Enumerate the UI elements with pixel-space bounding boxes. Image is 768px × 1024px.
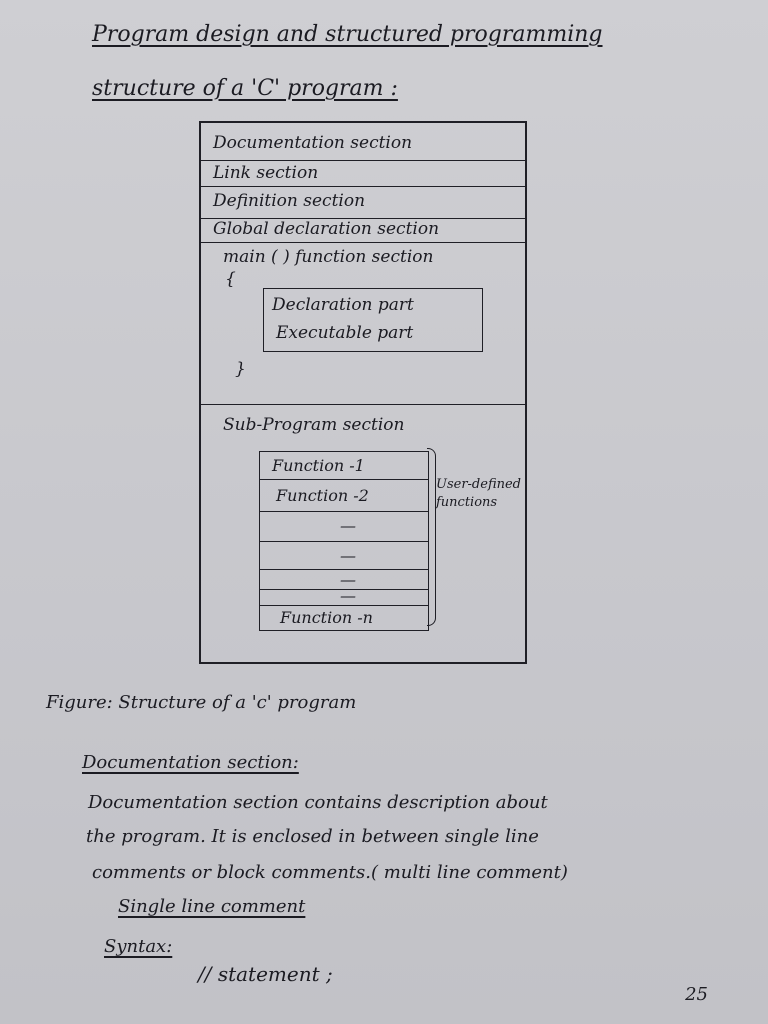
- close-brace: }: [235, 359, 246, 379]
- subprogram-label: Sub-Program section: [223, 415, 405, 435]
- function-label: Function -1: [272, 456, 365, 475]
- function-list-box: [259, 451, 429, 631]
- main-function-label: main ( ) function section: [223, 247, 434, 267]
- user-defined-brace: [427, 448, 436, 626]
- function-row: [260, 606, 428, 632]
- function-label: —: [340, 546, 356, 565]
- main-inner-box: [263, 288, 483, 352]
- doc-section-heading: Documentation section:: [82, 752, 299, 773]
- function-row: [260, 512, 428, 542]
- main-function-block: [201, 243, 525, 405]
- function-label: —: [340, 570, 356, 589]
- function-label: Function -2: [276, 486, 369, 505]
- user-defined-label: User-defined functions: [436, 477, 522, 510]
- diagram-row-label: Link section: [213, 163, 319, 183]
- function-row: [260, 542, 428, 570]
- diagram-row-label: Definition section: [213, 191, 366, 211]
- diagram-row: [201, 123, 525, 161]
- function-row: [260, 586, 428, 606]
- doc-paragraph-line: the program. It is enclosed in between single line: [86, 826, 539, 847]
- diagram-row-label: Documentation section: [213, 133, 413, 153]
- page-number: 25: [685, 984, 708, 1005]
- diagram-row-label: Global declaration section: [213, 219, 440, 239]
- function-row: [260, 480, 428, 512]
- page-heading: Program design and structured programming: [92, 22, 603, 47]
- executable-part-label: Executable part: [276, 323, 414, 343]
- diagram-row: [201, 161, 525, 187]
- program-structure-diagram: [199, 121, 527, 664]
- declaration-part-label: Declaration part: [272, 295, 414, 315]
- doc-paragraph-line: comments or block comments.( multi line comment): [92, 862, 568, 883]
- diagram-row: [201, 187, 525, 219]
- section-subheading: structure of a 'C' program :: [92, 76, 398, 101]
- doc-paragraph-line: Documentation section contains description about: [88, 792, 548, 813]
- syntax-label: Syntax:: [104, 936, 173, 957]
- function-label: —: [340, 516, 356, 535]
- open-brace: {: [225, 269, 236, 289]
- diagram-row: [201, 219, 525, 243]
- function-label: —: [340, 586, 356, 605]
- single-line-heading: Single line comment: [118, 896, 306, 917]
- function-label: Function -n: [280, 608, 373, 627]
- function-row: [260, 452, 428, 480]
- figure-caption: Figure: Structure of a 'c' program: [46, 692, 357, 713]
- syntax-code: // statement ;: [198, 962, 333, 986]
